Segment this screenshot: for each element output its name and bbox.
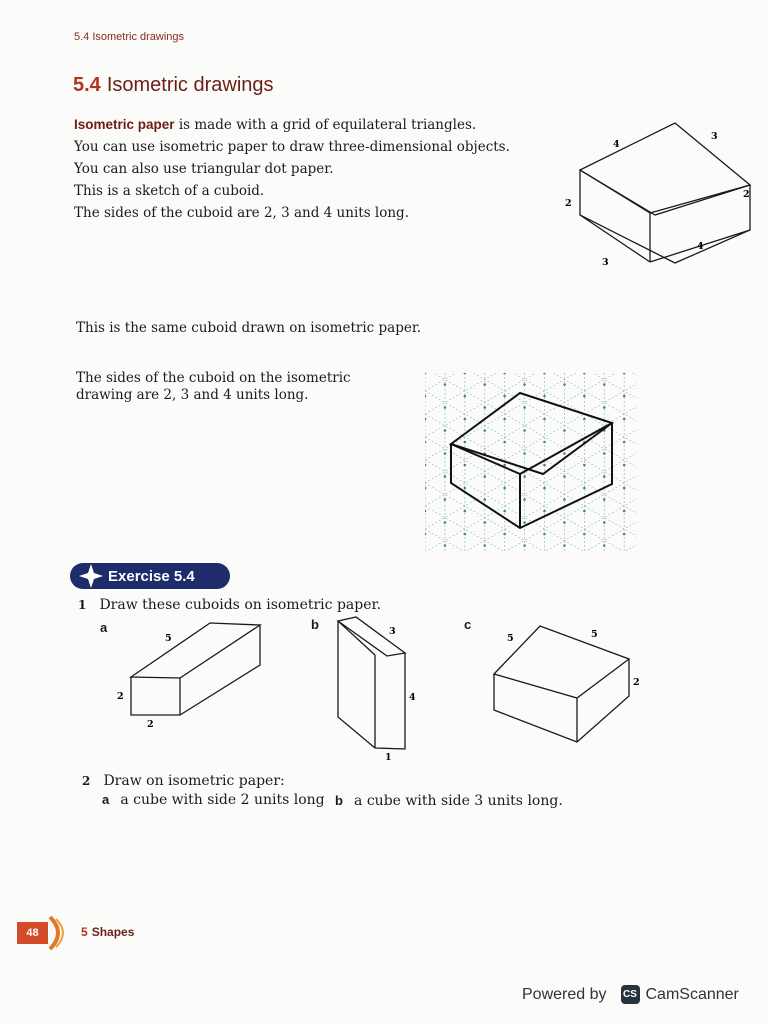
isometric-note-line-2: drawing are 2, 3 and 4 units long. — [76, 387, 309, 403]
grid-dot — [424, 441, 427, 444]
cuboid-a-label-top: 5 — [165, 633, 172, 644]
grid-dot — [503, 395, 506, 398]
grid-dot — [543, 441, 546, 444]
grid-dot — [464, 487, 467, 490]
grid-dot — [424, 533, 427, 536]
question-2a-text: a cube with side 2 units long — [120, 792, 325, 808]
isometric-grid — [425, 373, 637, 551]
running-head: 5.4 Isometric drawings — [74, 31, 185, 43]
cuboid-b-label-bottom: 1 — [385, 752, 392, 763]
grid-dot — [503, 533, 506, 536]
grid-dot — [523, 406, 526, 409]
powered-by-text: Powered by — [522, 985, 607, 1003]
section-title — [73, 74, 274, 97]
exercise-label: Exercise 5.4 — [108, 567, 195, 585]
cuboid-c-label-top-left: 5 — [507, 633, 514, 644]
intro-line-4: This is a sketch of a cuboid. — [74, 183, 265, 199]
grid-dot — [483, 475, 486, 478]
section-number: 5.4 — [73, 74, 101, 96]
grid-line — [425, 338, 637, 460]
sketch-bottom-left-edge — [580, 215, 650, 262]
cuboid-c-label-right: 2 — [633, 677, 640, 688]
grid-dot — [444, 406, 447, 409]
grid-dot — [603, 498, 606, 501]
grid-dot — [623, 441, 626, 444]
sketch-side-faces — [580, 170, 750, 263]
intro-line-3: You can also use triangular dot paper. — [74, 161, 334, 177]
cuboid-a-top — [131, 623, 260, 678]
grid-dot — [543, 395, 546, 398]
chapter-number: 5 — [81, 925, 88, 939]
sketch-top-front-left — [580, 170, 650, 213]
cuboid-b-label-top: 3 — [389, 626, 396, 637]
grid-dot — [464, 533, 467, 536]
camscanner-watermark — [522, 985, 739, 1004]
grid-line — [425, 430, 637, 552]
camscanner-brand: CamScanner — [645, 985, 739, 1003]
grid-dot — [464, 510, 467, 513]
question-2a — [102, 789, 325, 808]
grid-line — [425, 499, 637, 621]
grid-dot — [563, 429, 566, 432]
question-2a-letter: a — [102, 792, 110, 807]
grid-line — [425, 483, 637, 605]
question-1 — [78, 594, 381, 613]
question-2b — [335, 790, 563, 809]
grid-line — [425, 315, 637, 437]
question-2-text: Draw on isometric paper: — [103, 773, 285, 789]
grid-dot — [503, 418, 506, 421]
grid-dot — [523, 475, 526, 478]
key-term: Isometric paper — [74, 117, 175, 132]
grid-dot — [543, 372, 546, 375]
isometric-note-line-1: The sides of the cuboid on the isometric — [76, 370, 351, 386]
grid-dot — [583, 418, 586, 421]
grid-line — [425, 460, 637, 582]
grid-dot — [424, 487, 427, 490]
page-number-tab: 48 — [17, 922, 48, 944]
grid-dot — [563, 544, 566, 547]
grid-dot — [424, 418, 427, 421]
same-cuboid-text: This is the same cuboid drawn on isometric paper. — [76, 320, 422, 336]
grid-dot — [424, 372, 427, 375]
grid-dot — [483, 544, 486, 547]
sketch-label-bottom-left: 3 — [602, 257, 609, 268]
grid-dot — [444, 544, 447, 547]
chapter-footer — [81, 925, 134, 939]
grid-dot — [603, 521, 606, 524]
grid-dot — [444, 452, 447, 455]
question-1b-letter: b — [311, 617, 319, 632]
grid-dot — [583, 395, 586, 398]
section-title-text: Isometric drawings — [106, 74, 274, 96]
grid-dot — [603, 406, 606, 409]
grid-line — [425, 476, 637, 598]
star-icon — [78, 563, 104, 589]
grid-dot — [464, 395, 467, 398]
grid-dot — [583, 372, 586, 375]
grid-dot — [444, 521, 447, 524]
page-tab-swoosh — [46, 915, 70, 951]
grid-dot — [623, 487, 626, 490]
intro-line-1 — [74, 114, 554, 136]
grid-dot — [424, 510, 427, 513]
grid-dot — [563, 452, 566, 455]
grid-dot — [464, 464, 467, 467]
grid-dot — [523, 498, 526, 501]
question-2 — [82, 770, 285, 789]
iso-cuboid-sides — [451, 423, 612, 528]
grid-dot — [583, 487, 586, 490]
cuboid-c-sides — [494, 659, 629, 742]
grid-dot — [603, 475, 606, 478]
grid-dot — [563, 521, 566, 524]
intro-line-2: You can use isometric paper to draw three-dimensional objects. — [74, 139, 510, 155]
grid-dot — [623, 533, 626, 536]
grid-line — [425, 759, 637, 881]
grid-dot — [483, 498, 486, 501]
grid-line — [425, 276, 637, 398]
grid-dot — [483, 406, 486, 409]
grid-dot — [563, 498, 566, 501]
grid-dot — [483, 521, 486, 524]
grid-line — [425, 437, 637, 559]
grid-line — [425, 414, 637, 536]
grid-dot — [543, 510, 546, 513]
grid-dot — [583, 464, 586, 467]
grid-dot — [543, 533, 546, 536]
camscanner-logo-icon: CS — [621, 985, 640, 1004]
cuboid-a — [115, 620, 265, 730]
question-1-number: 1 — [78, 598, 87, 612]
sketch-label-top-left: 4 — [613, 139, 620, 150]
grid-dot — [523, 544, 526, 547]
cuboid-sketch — [560, 115, 750, 275]
question-2b-text: a cube with side 3 units long. — [354, 793, 563, 809]
grid-dot — [603, 383, 606, 386]
grid-dot — [623, 395, 626, 398]
chapter-title: Shapes — [91, 925, 135, 939]
grid-dot — [444, 498, 447, 501]
cuboid-c-top — [494, 626, 629, 698]
question-2b-letter: b — [335, 793, 343, 808]
cuboid-c-label-top-right: 5 — [591, 629, 598, 640]
grid-dot — [623, 464, 626, 467]
grid-dot — [523, 521, 526, 524]
grid-dot — [444, 383, 447, 386]
grid-dot — [563, 475, 566, 478]
grid-dot — [424, 464, 427, 467]
sketch-label-right: 2 — [743, 189, 750, 200]
sketch-top-front-right — [650, 185, 750, 213]
sketch-label-left: 2 — [565, 198, 572, 209]
grid-dot — [583, 533, 586, 536]
grid-dot — [603, 452, 606, 455]
grid-dot — [523, 383, 526, 386]
iso-cuboid-top-front-left — [451, 444, 520, 474]
grid-dot — [483, 429, 486, 432]
intro-line-5: The sides of the cuboid are 2, 3 and 4 units long. — [74, 205, 409, 221]
grid-dot — [503, 510, 506, 513]
cuboid-c — [490, 622, 650, 747]
question-1-text: Draw these cuboids on isometric paper. — [99, 597, 382, 613]
iso-cuboid-top — [451, 393, 612, 474]
question-1c-letter: c — [464, 617, 472, 632]
grid-line — [425, 506, 637, 628]
cuboid-a-label-left: 2 — [117, 691, 124, 702]
sketch-label-bottom-right: 4 — [697, 241, 704, 252]
grid-dot — [623, 372, 626, 375]
question-2-number: 2 — [82, 774, 91, 788]
sketch-top-face — [580, 123, 750, 215]
grid-line — [425, 269, 637, 391]
grid-dot — [464, 372, 467, 375]
grid-dot — [483, 383, 486, 386]
grid-dot — [543, 487, 546, 490]
grid-line — [425, 299, 637, 421]
grid-dot — [503, 441, 506, 444]
question-1a-letter: a — [100, 620, 108, 635]
grid-dot — [503, 372, 506, 375]
intro-paragraph — [74, 114, 554, 224]
grid-dot — [523, 452, 526, 455]
grid-dot — [623, 418, 626, 421]
cuboid-b-sides — [338, 621, 405, 749]
grid-dot — [543, 464, 546, 467]
cuboid-b — [330, 615, 425, 765]
grid-line — [425, 391, 637, 513]
grid-dot — [563, 383, 566, 386]
grid-dot — [424, 395, 427, 398]
isometric-note — [76, 370, 351, 404]
grid-dot — [444, 429, 447, 432]
grid-dot — [444, 475, 447, 478]
grid-dot — [503, 487, 506, 490]
grid-line — [425, 345, 637, 467]
cuboid-b-label-right: 4 — [409, 692, 416, 703]
exercise-badge — [70, 563, 230, 589]
grid-dot — [464, 441, 467, 444]
grid-dot — [464, 418, 467, 421]
sketch-label-top-right: 3 — [711, 131, 718, 142]
grid-dot — [583, 510, 586, 513]
grid-dot — [623, 510, 626, 513]
cuboid-a-label-bottom: 2 — [147, 719, 154, 730]
grid-dot — [523, 429, 526, 432]
grid-dot — [543, 418, 546, 421]
grid-dot — [603, 544, 606, 547]
intro-line-1-rest: is made with a grid of equilateral triangles. — [174, 117, 477, 133]
